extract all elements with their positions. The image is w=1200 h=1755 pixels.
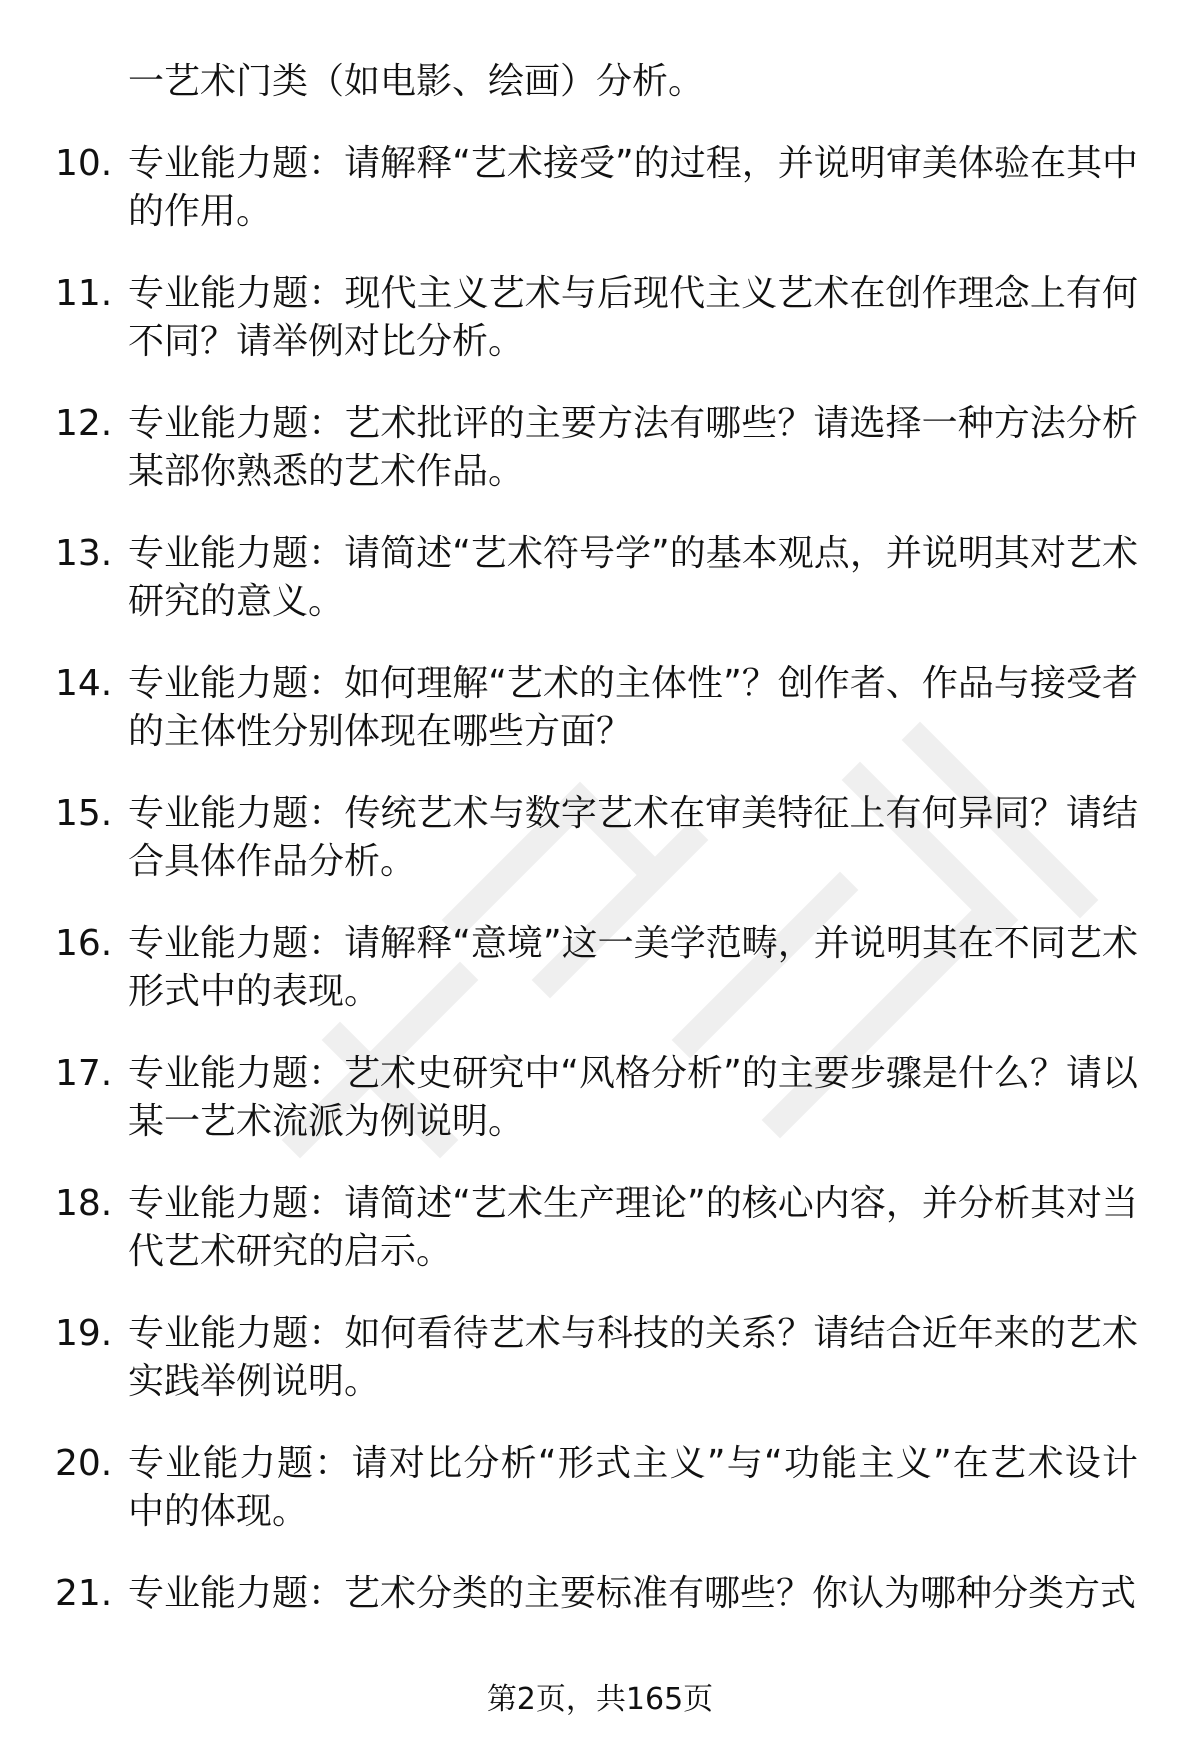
question-number: 14. bbox=[55, 663, 113, 704]
question-number: 21. bbox=[55, 1573, 113, 1614]
question-item bbox=[0, 530, 1200, 660]
question-number: 16. bbox=[55, 923, 113, 964]
question-number: 13. bbox=[55, 533, 113, 574]
question-text: 专业能力题：艺术史研究中“风格分析”的主要步骤是什么？请以某一艺术流派为例说明。 bbox=[128, 1053, 1138, 1142]
question-text: 专业能力题：艺术批评的主要方法有哪些？请选择一种方法分析某部你熟悉的艺术作品。 bbox=[128, 403, 1138, 492]
question-text: 专业能力题：现代主义艺术与后现代主义艺术在创作理念上有何不同？请举例对比分析。 bbox=[128, 273, 1138, 362]
question-number: 11. bbox=[55, 273, 113, 314]
question-item bbox=[0, 1310, 1200, 1440]
question-text: 专业能力题：请解释“艺术接受”的过程，并说明审美体验在其中的作用。 bbox=[128, 143, 1138, 232]
question-text: 专业能力题：请对比分析“形式主义”与“功能主义”在艺术设计中的体现。 bbox=[128, 1443, 1138, 1532]
continuation-text: 一艺术门类（如电影、绘画）分析。 bbox=[128, 61, 705, 102]
question-item bbox=[0, 400, 1200, 530]
question-text: 专业能力题：请解释“意境”这一美学范畴，并说明其在不同艺术形式中的表现。 bbox=[128, 923, 1138, 1012]
question-number: 17. bbox=[55, 1053, 113, 1094]
question-item bbox=[0, 1440, 1200, 1570]
question-number: 12. bbox=[55, 403, 113, 444]
question-list bbox=[0, 140, 1200, 1700]
question-item bbox=[0, 660, 1200, 790]
question-number: 19. bbox=[55, 1313, 113, 1354]
question-item bbox=[0, 920, 1200, 1050]
question-item bbox=[0, 1050, 1200, 1180]
question-text: 专业能力题：如何理解“艺术的主体性”？创作者、作品与接受者的主体性分别体现在哪些方面？ bbox=[128, 663, 1138, 752]
page-footer: 第2页，共165页 bbox=[486, 1682, 714, 1717]
question-number: 18. bbox=[55, 1183, 113, 1224]
question-number: 15. bbox=[55, 793, 113, 834]
question-text: 专业能力题：请简述“艺术生产理论”的核心内容，并分析其对当代艺术研究的启示。 bbox=[128, 1183, 1138, 1272]
question-number: 10. bbox=[55, 143, 113, 184]
question-text: 专业能力题：传统艺术与数字艺术在审美特征上有何异同？请结合具体作品分析。 bbox=[128, 793, 1138, 882]
question-item bbox=[0, 1180, 1200, 1310]
question-item bbox=[0, 790, 1200, 920]
question-number: 20. bbox=[55, 1443, 113, 1484]
question-text: 专业能力题：如何看待艺术与科技的关系？请结合近年来的艺术实践举例说明。 bbox=[128, 1313, 1138, 1402]
question-text: 专业能力题：艺术分类的主要标准有哪些？你认为哪种分类方式 bbox=[128, 1573, 1137, 1614]
question-text: 专业能力题：请简述“艺术符号学”的基本观点，并说明其对艺术研究的意义。 bbox=[128, 533, 1138, 622]
question-item bbox=[0, 270, 1200, 400]
question-item bbox=[0, 140, 1200, 270]
